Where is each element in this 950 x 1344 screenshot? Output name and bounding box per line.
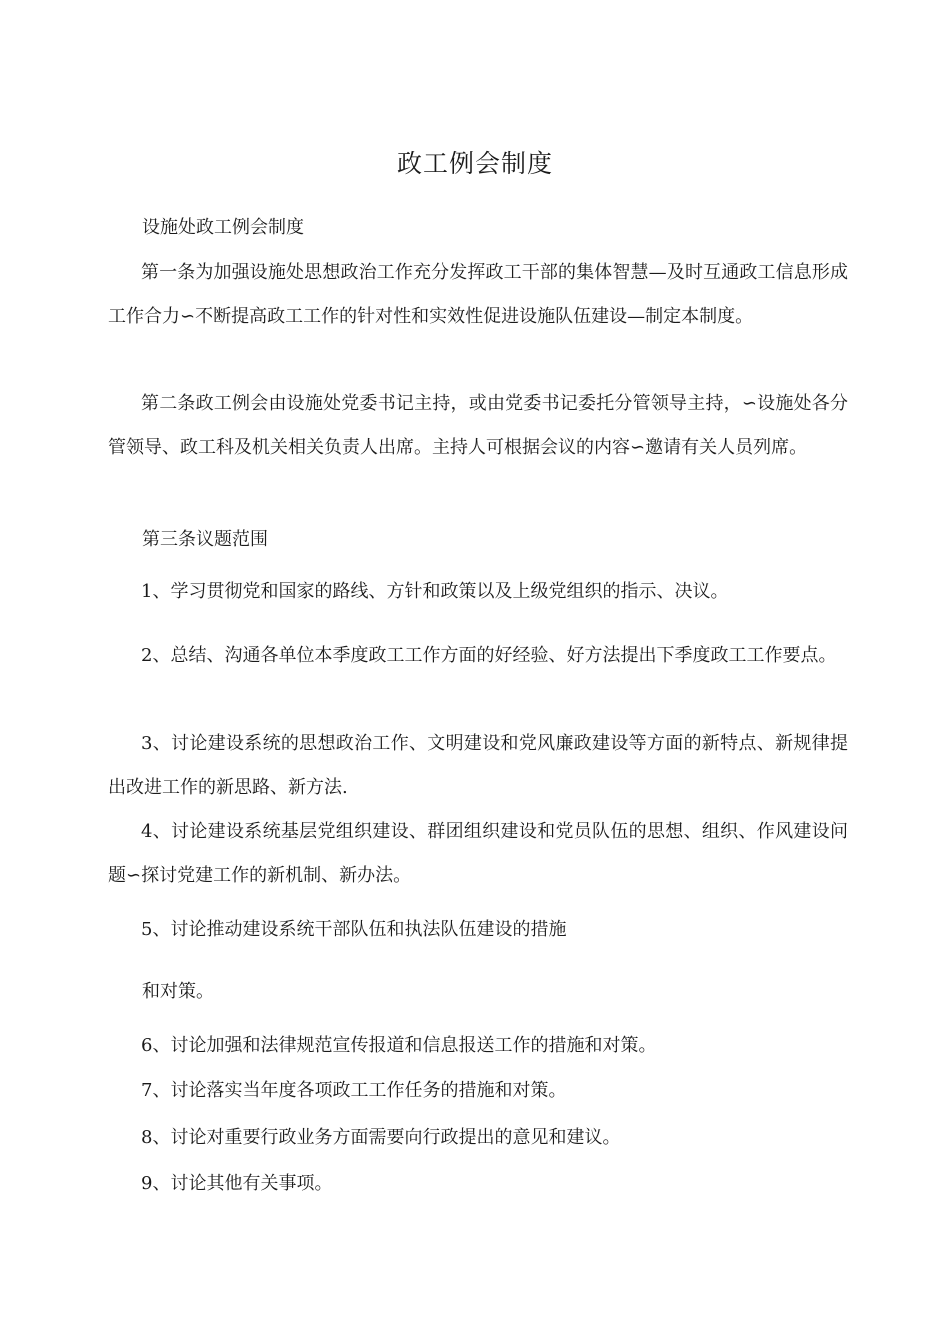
document-subtitle: 设施处政工例会制度 (142, 217, 304, 238)
list-item-2: 2、总结、沟通各单位本季度政工工作方面的好经验、好方法提出下季度政工工作要点。 (141, 645, 837, 666)
list-item-7: 7、讨论落实当年度各项政工工作任务的措施和对策。 (141, 1080, 567, 1101)
list-item-8: 8、讨论对重要行政业务方面需要向行政提出的意见和建议。 (141, 1127, 621, 1148)
article-3-heading: 第三条议题范围 (142, 529, 268, 550)
article-2-paragraph: 第二条政工例会由设施处党委书记主持，或由党委书记委托分管领导主持，∽设施处各分管领导、政工科及机关相关负责人出席。主持人可根据会议的内容∽邀请有关人员列席。 (108, 393, 848, 458)
list-item-3: 3、讨论建设系统的思想政治工作、文明建设和党风廉政建设等方面的新特点、新规律提出改进工作的新思路、新方法. (108, 733, 848, 798)
list-item-5: 5、讨论推动建设系统干部队伍和执法队伍建设的措施 (141, 919, 567, 940)
list-item-5-continuation: 和对策。 (142, 981, 214, 1002)
document-title: 政工例会制度 (396, 149, 553, 178)
list-item-6: 6、讨论加强和法律规范宣传报道和信息报送工作的措施和对策。 (141, 1035, 657, 1056)
list-item-1: 1、学习贯彻党和国家的路线、方针和政策以及上级党组织的指示、决议。 (141, 581, 729, 602)
article-1-paragraph: 第一条为加强设施处思想政治工作充分发挥政工干部的集体智慧—及时互通政工信息形成工作合力∽不断提高政工工作的针对性和实效性促进设施队伍建设—制定本制度。 (108, 262, 848, 327)
list-item-4: 4、讨论建设系统基层党组织建设、群团组织建设和党员队伍的思想、组织、作风建设问题∽探讨党建工作的新机制、新办法。 (108, 821, 848, 886)
list-item-9: 9、讨论其他有关事项。 (141, 1173, 333, 1194)
